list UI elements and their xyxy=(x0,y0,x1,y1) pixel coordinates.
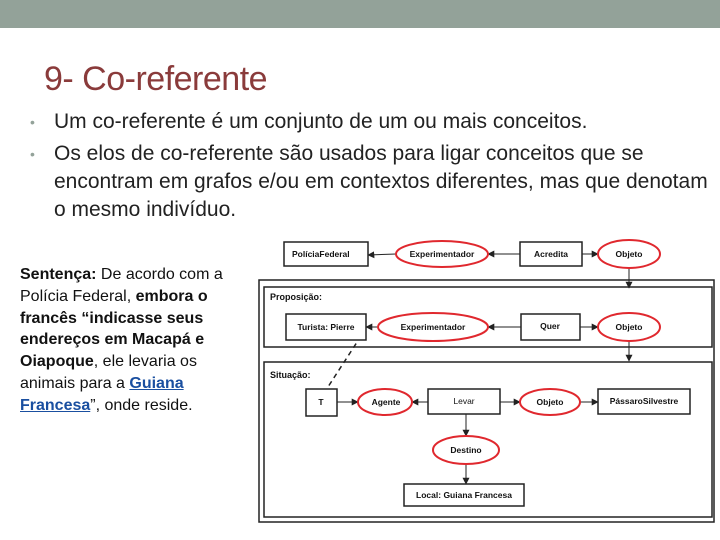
sentence-text: ”, onde reside. xyxy=(90,396,193,414)
label-destino: Destino xyxy=(450,445,482,455)
bullet-text: Um co-referente é um conjunto de um ou mais conceitos. xyxy=(54,110,588,133)
label-t: T xyxy=(318,397,324,407)
label-objeto-2: Objeto xyxy=(615,322,643,332)
label-policia-federal: PolíciaFederal xyxy=(292,249,350,259)
coreference-link xyxy=(326,336,361,390)
label-experimentador-2: Experimentador xyxy=(400,322,466,332)
bullet-icon: • xyxy=(30,146,35,162)
label-objeto-1: Objeto xyxy=(615,249,643,259)
label-situacao: Situação: xyxy=(270,370,311,380)
label-passaro: PássaroSilvestre xyxy=(609,396,679,406)
label-experimentador-1: Experimentador xyxy=(409,249,475,259)
label-quer: Quer xyxy=(540,321,560,331)
guiana-link[interactable]: Guiana Francesa xyxy=(20,374,184,414)
slide-title: 9- Co-referente xyxy=(44,60,268,98)
label-levar: Levar xyxy=(453,396,475,406)
bullet-icon: • xyxy=(30,114,35,130)
sentence-text-bold: embora o francês “indicasse seus endereços em xyxy=(20,287,208,349)
label-objeto-3: Objeto xyxy=(536,397,564,407)
sentence-text: De acordo com a Polícia Federal, xyxy=(20,266,223,305)
label-acredita: Acredita xyxy=(533,249,569,259)
label-turista: Turista: Pierre xyxy=(297,322,355,332)
sentence-text: , ele levaria os animais para a xyxy=(20,353,197,392)
sentence-text-bold: Macapá e Oiapoque xyxy=(20,331,205,371)
label-local: Local: Guiana Francesa xyxy=(416,490,512,500)
bullet-text: Os elos de co-referente são usados para ligar conceitos que se encontram em grafos e/ou em contextos diferentes, mas que denotam o mesmo indivíduo. xyxy=(54,142,708,221)
label-agente: Agente xyxy=(371,397,401,407)
sentence-label: Sentença: xyxy=(20,266,97,283)
edge xyxy=(368,254,396,255)
label-proposicao: Proposição: xyxy=(270,292,323,302)
